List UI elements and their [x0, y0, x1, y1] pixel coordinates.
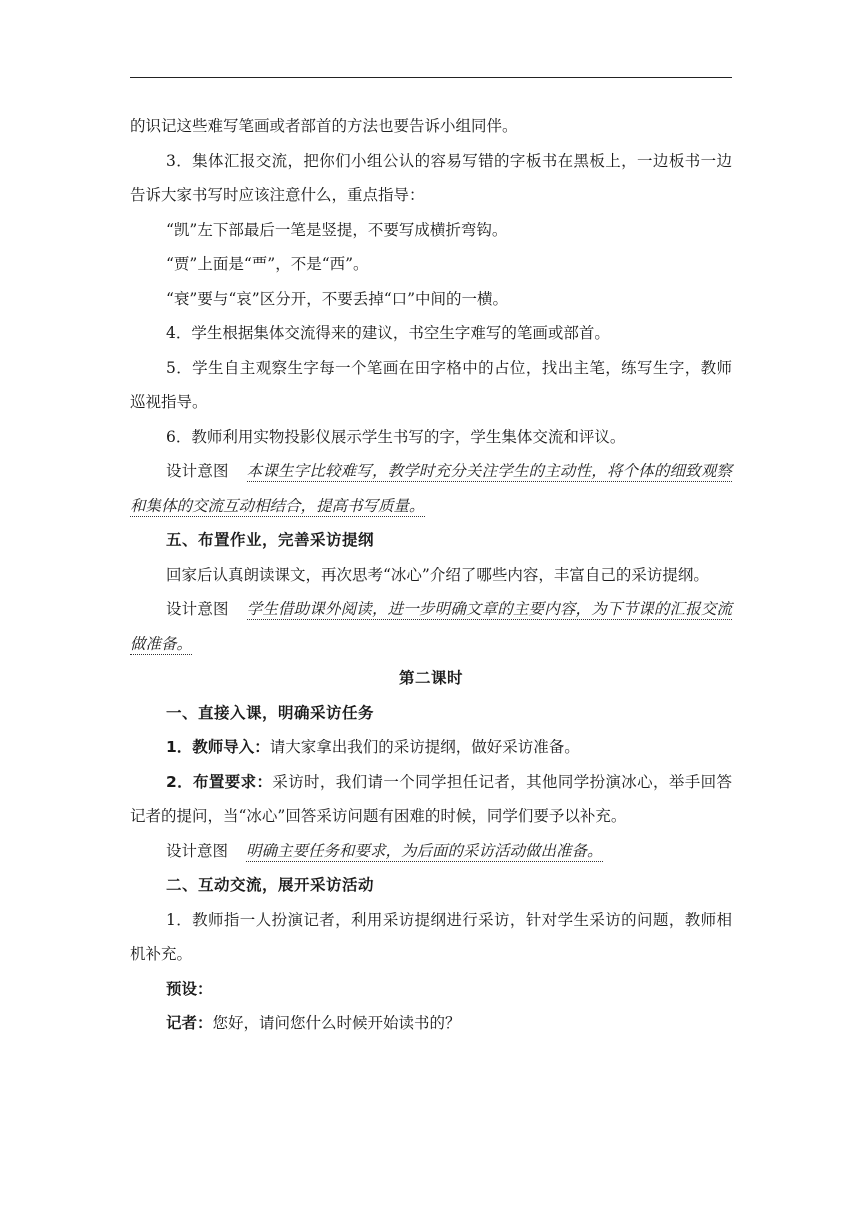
paragraph	[130, 765, 732, 834]
item-prefix: 2．布置要求：	[166, 772, 273, 791]
design-intent	[130, 592, 732, 661]
design-intent	[130, 834, 732, 869]
design-intent-label: 设计意图	[166, 600, 229, 618]
paragraph: 预设：	[166, 979, 213, 998]
section-heading: 二、互动交流，展开采访活动	[166, 876, 375, 894]
paragraph: “贾”上面是“覀”，不是“西”。	[166, 255, 369, 273]
paragraph: 回家后认真朗读课文，再次思考“冰心”介绍了哪些内容，丰富自己的采访提纲。	[166, 565, 709, 584]
header-rule	[130, 77, 732, 78]
paragraph	[130, 1006, 732, 1041]
document-body	[130, 109, 732, 1041]
section-heading: 五、布置作业，完善采访提纲	[166, 531, 375, 549]
item-text: 请大家拿出我们的采访提纲，做好采访准备。	[269, 738, 580, 756]
item-text: 采访时，我们请一个同学担任记者，其他同学扮演冰心，举手回答记者的提问，当“冰心”回答采访问题有困难的时候，同学们要予以补充。	[130, 772, 732, 825]
design-intent-text: 本课生字比较难写，教学时充分关注学生的主动性，将个体的细致观察和集体的交流互动相结合，提高书写质量。	[130, 462, 732, 515]
design-intent-text: 明确主要任务和要求，为后面的采访活动做出准备。	[246, 841, 603, 860]
item-text: 您好，请问您什么时候开始读书的？	[212, 1014, 461, 1032]
paragraph: 6．教师利用实物投影仪展示学生书写的字，学生集体交流和评议。	[166, 427, 626, 446]
design-intent-label: 设计意图	[166, 841, 229, 860]
paragraph: 3．集体汇报交流，把你们小组公认的容易写错的字板书在黑板上，一边板书一边告诉大家书写时应该注意什么，重点指导：	[130, 151, 732, 204]
paragraph: 5．学生自主观察生字每一个笔画在田字格中的占位，找出主笔，练写生字，教师巡视指导。	[130, 358, 732, 411]
paragraph: “凯”左下部最后一笔是竖提，不要写成横折弯钩。	[166, 220, 508, 239]
paragraph: 的识记这些难写笔画或者部首的方法也要告诉小组同伴。	[130, 117, 518, 135]
speaker-label: 记者：	[166, 1014, 213, 1032]
item-prefix: 1．教师导入：	[166, 738, 270, 756]
design-intent	[130, 454, 732, 523]
paragraph	[130, 730, 732, 765]
paragraph: 4．学生根据集体交流得来的建议，书空生字难写的笔画或部首。	[166, 324, 610, 342]
section-heading: 一、直接入课，明确采访任务	[166, 703, 375, 722]
lesson-title: 第二课时	[398, 669, 463, 687]
design-intent-label: 设计意图	[166, 462, 229, 480]
paragraph: “衰”要与“哀”区分开，不要丢掉“口”中间的一横。	[166, 289, 509, 308]
design-intent-text: 学生借助课外阅读，进一步明确文章的主要内容，为下节课的汇报交流做准备。	[130, 600, 732, 653]
paragraph: 1．教师指一人扮演记者，利用采访提纲进行采访，针对学生采访的问题，教师相机补充。	[130, 910, 732, 963]
